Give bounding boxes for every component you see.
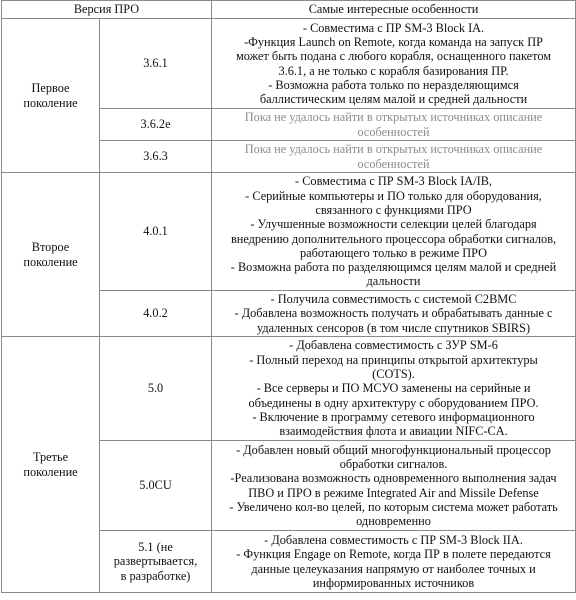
- version-label: в разработке): [120, 568, 191, 583]
- features-cell: [212, 141, 576, 173]
- feature-line: информированных источников: [312, 575, 475, 590]
- feature-line: 3.6.1, а не только с корабля базирования ПР.: [278, 63, 509, 78]
- feature-line: - Добавлена совместимость с ПР SM-3 Block IIA.: [264, 532, 523, 547]
- version-label: 3.6.2e: [140, 117, 171, 132]
- feature-line: - Возможна работа только по неразделяющимся: [268, 77, 519, 92]
- feature-line: -Функция Launch on Remote, когда команда на запуск ПР: [244, 34, 543, 49]
- feature-line: - Совместима с ПР SM-3 Block IA/IB,: [295, 174, 492, 189]
- version-label: 5.0: [147, 381, 164, 396]
- generation-cell: [2, 19, 100, 173]
- feature-line: особенностей: [357, 156, 430, 171]
- features-cell: [212, 531, 576, 593]
- feature-line: связанного с функциями ПРО: [315, 202, 472, 217]
- version-cell: [100, 141, 212, 173]
- feature-line: одновременно: [356, 514, 431, 529]
- feature-line: взаимодействия флота и авиации NIFC-CA.: [279, 424, 508, 439]
- feature-line: ПВО и ПРО в режиме Integrated Air and Missile Defense: [248, 485, 539, 500]
- feature-line: объединены в одну архитектуру с оборудованием ПРО.: [248, 395, 539, 410]
- feature-line: Пока не удалось найти в открытых источниках описание: [244, 110, 543, 125]
- feature-line: - Серийные компьютеры и ПО только для оборудования,: [245, 188, 542, 203]
- version-cell: [100, 173, 212, 291]
- feature-line: - Добавлена возможность получать и обрабатывать данные с: [234, 306, 553, 321]
- feature-line: - Улучшенные возможности селекции целей благодаря: [250, 217, 537, 232]
- table-header-row: [2, 1, 576, 19]
- features-cell: [212, 337, 576, 441]
- table-row: [2, 19, 576, 109]
- version-label: 5.0CU: [139, 478, 172, 493]
- feature-line: работающего только в режиме ПРО: [299, 245, 488, 260]
- table-row: [2, 337, 576, 441]
- feature-line: (COTS).: [372, 367, 415, 382]
- version-cell: [100, 531, 212, 593]
- generation-label: поколение: [23, 464, 78, 479]
- generation-label: поколение: [23, 254, 78, 269]
- header-version: Версия ПРО: [2, 1, 212, 19]
- version-label: 3.6.3: [143, 149, 168, 164]
- feature-line: - Все серверы и ПО МСУО заменены на серийные и: [256, 381, 531, 396]
- table-row: [2, 173, 576, 291]
- feature-line: - Добавлен новый общий многофункциональный процессор: [236, 442, 551, 457]
- generation-cell: [2, 173, 100, 337]
- features-cell: [212, 173, 576, 291]
- generation-label: Первое: [31, 81, 70, 96]
- feature-line: -Реализована возможность одновременного выполнения задач: [230, 471, 557, 486]
- feature-line: данные целеуказания напрямую от наиболее точных и: [251, 561, 536, 576]
- version-cell: [100, 441, 212, 531]
- generation-label: Третье: [32, 450, 69, 465]
- feature-line: дальности: [366, 274, 421, 289]
- feature-line: - Включение в программу сетевого информационного: [252, 409, 535, 424]
- version-label: 3.6.1: [143, 56, 168, 71]
- header-features: Самые интересные особенности: [212, 1, 576, 19]
- version-cell: [100, 337, 212, 441]
- feature-line: внедрению дополнительного процессора обработки сигналов,: [230, 231, 557, 246]
- feature-line: может быть подана с любого корабля, оснащенного пакетом: [235, 49, 552, 64]
- feature-line: баллистическим целям малой и средней дальности: [259, 92, 528, 107]
- version-cell: [100, 291, 212, 337]
- version-cell: [100, 19, 212, 109]
- feature-line: обработки сигналов.: [339, 456, 448, 471]
- feature-line: - Увеличено кол-во целей, по которым система может работать: [229, 499, 558, 514]
- feature-line: Пока не удалось найти в открытых источниках описание: [244, 142, 543, 157]
- generation-cell: [2, 337, 100, 593]
- features-cell: [212, 441, 576, 531]
- version-label: развертывается,: [113, 554, 198, 569]
- version-label: 4.0.1: [143, 224, 168, 239]
- features-cell: [212, 291, 576, 337]
- feature-line: - Добавлена совместимость с ЗУР SM-6: [289, 338, 498, 353]
- feature-line: особенностей: [357, 124, 430, 139]
- abm-versions-table: [1, 0, 576, 593]
- features-cell: [212, 19, 576, 109]
- features-cell: [212, 109, 576, 141]
- generation-label: Второе: [31, 240, 70, 255]
- feature-line: - Получила совместимость с системой C2BMC: [270, 292, 517, 307]
- version-label: 5.1 (не: [138, 540, 173, 555]
- generation-label: поколение: [23, 95, 78, 110]
- feature-line: - Возможна работа по разделяющимся целям малой и средней: [230, 260, 557, 275]
- feature-line: - Совместима с ПР SM-3 Block IA.: [302, 20, 485, 35]
- feature-line: - Функция Engage on Remote, когда ПР в полете передаются: [236, 547, 551, 562]
- version-cell: [100, 109, 212, 141]
- feature-line: удаленных сенсоров (в том числе спутников SBIRS): [256, 320, 531, 335]
- feature-line: - Полный переход на принципы открытой архитектуры: [249, 352, 538, 367]
- version-label: 4.0.2: [143, 306, 168, 321]
